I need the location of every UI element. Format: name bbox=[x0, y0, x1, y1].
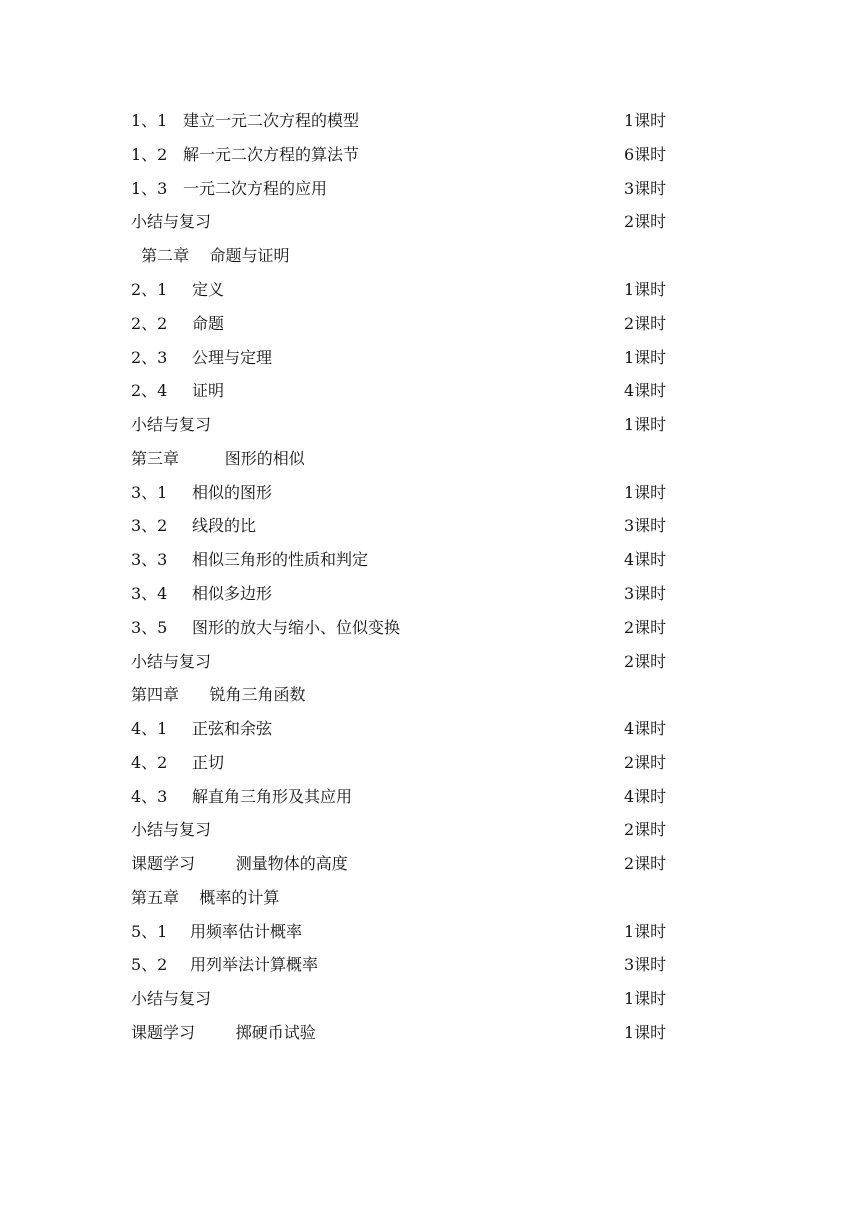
lesson-title: 用列举法计算概率 bbox=[190, 955, 319, 974]
lesson-row bbox=[131, 307, 671, 341]
lesson-hours: 6课时 bbox=[624, 145, 667, 164]
lesson-title: 相似多边形 bbox=[192, 584, 273, 603]
lesson-title: 解直角三角形及其应用 bbox=[192, 787, 353, 806]
project-row bbox=[131, 1016, 671, 1050]
lesson-title: 一元二次方程的应用 bbox=[183, 179, 328, 198]
review-label: 小结与复习 bbox=[131, 989, 212, 1008]
lesson-hours: 1课时 bbox=[624, 989, 667, 1008]
lesson-number: 2、3 bbox=[131, 348, 168, 367]
lesson-number: 2、4 bbox=[131, 381, 168, 400]
lesson-row bbox=[131, 543, 671, 577]
lesson-hours: 4课时 bbox=[624, 550, 667, 569]
lesson-row bbox=[131, 611, 671, 645]
review-row bbox=[131, 645, 671, 679]
lesson-hours: 3课时 bbox=[624, 516, 667, 535]
lesson-title: 相似的图形 bbox=[192, 483, 273, 502]
project-label: 课题学习 掷硬币试验 bbox=[131, 1023, 316, 1042]
lesson-hours: 2课时 bbox=[624, 753, 667, 772]
lesson-hours: 1课时 bbox=[624, 483, 667, 502]
lesson-hours: 3课时 bbox=[624, 179, 667, 198]
lesson-row bbox=[131, 341, 671, 375]
chapter-title: 第五章 概率的计算 bbox=[131, 888, 280, 907]
review-row bbox=[131, 982, 671, 1016]
lesson-title: 用频率估计概率 bbox=[190, 922, 303, 941]
lesson-row bbox=[131, 104, 671, 138]
lesson-number: 1、1 bbox=[131, 111, 168, 130]
lesson-number: 3、4 bbox=[131, 584, 168, 603]
lesson-row bbox=[131, 509, 671, 543]
project-row bbox=[131, 847, 671, 881]
lesson-number: 4、3 bbox=[131, 787, 168, 806]
lesson-row bbox=[131, 948, 671, 982]
review-label: 小结与复习 bbox=[131, 652, 212, 671]
lesson-hours: 1课时 bbox=[624, 348, 667, 367]
lesson-hours: 4课时 bbox=[624, 719, 667, 738]
lesson-number: 1、3 bbox=[131, 179, 168, 198]
lesson-hours: 4课时 bbox=[624, 381, 667, 400]
chapter-title: 第四章 锐角三角函数 bbox=[131, 685, 306, 704]
project-label: 课题学习 测量物体的高度 bbox=[131, 854, 348, 873]
lesson-title: 定义 bbox=[192, 280, 225, 299]
lesson-hours: 1课时 bbox=[624, 922, 667, 941]
lesson-number: 4、1 bbox=[131, 719, 168, 738]
lesson-hours: 1课时 bbox=[624, 111, 667, 130]
lesson-hours: 2课时 bbox=[624, 652, 667, 671]
lesson-number: 3、1 bbox=[131, 483, 168, 502]
lesson-number: 3、5 bbox=[131, 618, 168, 637]
lesson-hours: 1课时 bbox=[624, 1023, 667, 1042]
lesson-title: 解一元二次方程的算法节 bbox=[183, 145, 360, 164]
lesson-title: 公理与定理 bbox=[192, 348, 273, 367]
chapter-title: 第三章 图形的相似 bbox=[131, 449, 305, 468]
lesson-title: 正切 bbox=[192, 753, 225, 772]
lesson-title: 正弦和余弦 bbox=[192, 719, 273, 738]
lesson-number: 5、1 bbox=[131, 922, 168, 941]
lesson-row bbox=[131, 172, 671, 206]
lesson-number: 2、2 bbox=[131, 314, 168, 333]
lesson-hours: 2课时 bbox=[624, 618, 667, 637]
lesson-title: 图形的放大与缩小、位似变换 bbox=[192, 618, 401, 637]
lesson-hours: 1课时 bbox=[624, 280, 667, 299]
lesson-hours: 2课时 bbox=[624, 212, 667, 231]
lesson-row bbox=[131, 712, 671, 746]
lesson-row bbox=[131, 138, 671, 172]
lesson-row bbox=[131, 577, 671, 611]
lesson-hours: 4课时 bbox=[624, 787, 667, 806]
lesson-row bbox=[131, 273, 671, 307]
lesson-number: 1、2 bbox=[131, 145, 168, 164]
chapter-title: 第二章 命题与证明 bbox=[131, 246, 290, 265]
lesson-hours: 3课时 bbox=[624, 955, 667, 974]
lesson-number: 2、1 bbox=[131, 280, 168, 299]
review-label: 小结与复习 bbox=[131, 415, 212, 434]
lesson-row bbox=[131, 746, 671, 780]
review-row bbox=[131, 205, 671, 239]
lesson-title: 证明 bbox=[192, 381, 225, 400]
lesson-hours: 2课时 bbox=[624, 314, 667, 333]
review-row bbox=[131, 813, 671, 847]
review-label: 小结与复习 bbox=[131, 820, 212, 839]
review-label: 小结与复习 bbox=[131, 212, 212, 231]
lesson-number: 3、2 bbox=[131, 516, 168, 535]
lesson-title: 线段的比 bbox=[192, 516, 257, 535]
lesson-number: 3、3 bbox=[131, 550, 168, 569]
lesson-hours: 3课时 bbox=[624, 584, 667, 603]
lesson-hours: 2课时 bbox=[624, 820, 667, 839]
lesson-number: 4、2 bbox=[131, 753, 168, 772]
lesson-hours: 1课时 bbox=[624, 415, 667, 434]
chapter-heading bbox=[131, 678, 671, 712]
review-row bbox=[131, 408, 671, 442]
lesson-title: 命题 bbox=[192, 314, 225, 333]
lesson-row bbox=[131, 780, 671, 814]
lesson-row bbox=[131, 374, 671, 408]
lesson-hours: 2课时 bbox=[624, 854, 667, 873]
chapter-heading bbox=[131, 239, 671, 273]
chapter-heading bbox=[131, 442, 671, 476]
chapter-heading bbox=[131, 881, 671, 915]
lesson-row bbox=[131, 915, 671, 949]
lesson-row bbox=[131, 476, 671, 510]
lesson-title: 建立一元二次方程的模型 bbox=[183, 111, 360, 130]
lesson-title: 相似三角形的性质和判定 bbox=[192, 550, 369, 569]
lesson-number: 5、2 bbox=[131, 955, 168, 974]
